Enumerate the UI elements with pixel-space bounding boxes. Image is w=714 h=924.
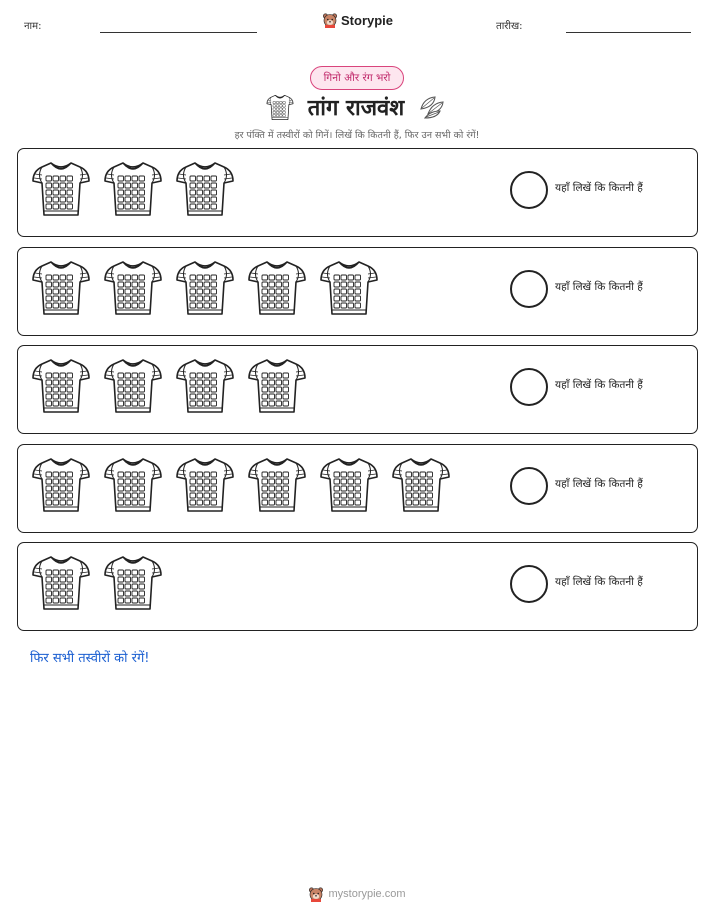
armor-icon[interactable]	[391, 453, 451, 515]
counting-rows	[17, 148, 698, 641]
name-line[interactable]	[100, 32, 257, 33]
counting-row	[17, 444, 698, 533]
row-pictures	[31, 453, 451, 515]
armor-icon[interactable]	[247, 453, 307, 515]
counting-row	[17, 542, 698, 631]
armor-icon[interactable]	[31, 354, 91, 416]
armor-icon[interactable]	[247, 354, 307, 416]
row-pictures	[31, 157, 235, 219]
armor-icon[interactable]	[103, 453, 163, 515]
answer-hint: यहाँ लिखें कि कितनी हैं	[555, 477, 643, 490]
counting-row	[17, 247, 698, 336]
answer-hint: यहाँ लिखें कि कितनी हैं	[555, 379, 643, 391]
title-row	[0, 88, 714, 126]
site-footer	[0, 886, 714, 902]
armor-icon[interactable]	[319, 453, 379, 515]
bear-logo-icon	[308, 886, 324, 902]
answer-circle[interactable]	[510, 368, 548, 406]
footer-note: फिर सभी तस्वीरों को रंगें!	[30, 651, 150, 666]
site-url: mystorypie.com	[328, 888, 406, 900]
row-pictures	[31, 551, 163, 613]
answer-hint: यहाँ लिखें कि कितनी हैं	[555, 182, 643, 194]
date-line[interactable]	[566, 32, 691, 33]
armor-icon[interactable]	[103, 157, 163, 219]
armor-icon[interactable]	[31, 453, 91, 515]
page-title: तांग राजवंश	[307, 96, 405, 121]
worksheet-header	[0, 0, 714, 50]
armor-icon[interactable]	[175, 453, 235, 515]
answer-circle[interactable]	[510, 270, 548, 308]
armor-icon[interactable]	[31, 256, 91, 318]
armor-icon[interactable]	[175, 157, 235, 219]
answer-hint: यहाँ लिखें कि कितनी हैं	[555, 280, 643, 293]
bear-logo-icon	[322, 12, 338, 28]
armor-icon[interactable]	[31, 551, 91, 613]
row-pictures	[31, 256, 379, 318]
armor-icon[interactable]	[31, 157, 91, 219]
counting-row	[17, 148, 698, 237]
answer-circle[interactable]	[510, 467, 548, 505]
answer-circle[interactable]	[510, 171, 548, 209]
date-label: तारीख:	[496, 21, 523, 32]
counting-row	[17, 345, 698, 434]
armor-icon	[266, 92, 294, 122]
tea-leaves-icon	[418, 94, 448, 120]
armor-icon[interactable]	[175, 256, 235, 318]
brand-logo	[322, 12, 393, 28]
name-label: नाम:	[24, 21, 42, 32]
armor-icon[interactable]	[319, 256, 379, 318]
brand-name: Storypie	[341, 12, 394, 28]
armor-icon[interactable]	[103, 256, 163, 318]
armor-icon[interactable]	[247, 256, 307, 318]
answer-circle[interactable]	[510, 565, 548, 603]
activity-badge: गिनो और रंग भरो	[310, 66, 404, 90]
answer-hint: यहाँ लिखें कि कितनी हैं	[555, 576, 643, 588]
row-pictures	[31, 354, 307, 416]
armor-icon[interactable]	[103, 551, 163, 613]
armor-icon[interactable]	[175, 354, 235, 416]
instructions: हर पंक्ति में तस्वीरों को गिनें। लिखें कि कितनी हैं, फिर उन सभी को रंगें!	[234, 130, 480, 141]
armor-icon[interactable]	[103, 354, 163, 416]
